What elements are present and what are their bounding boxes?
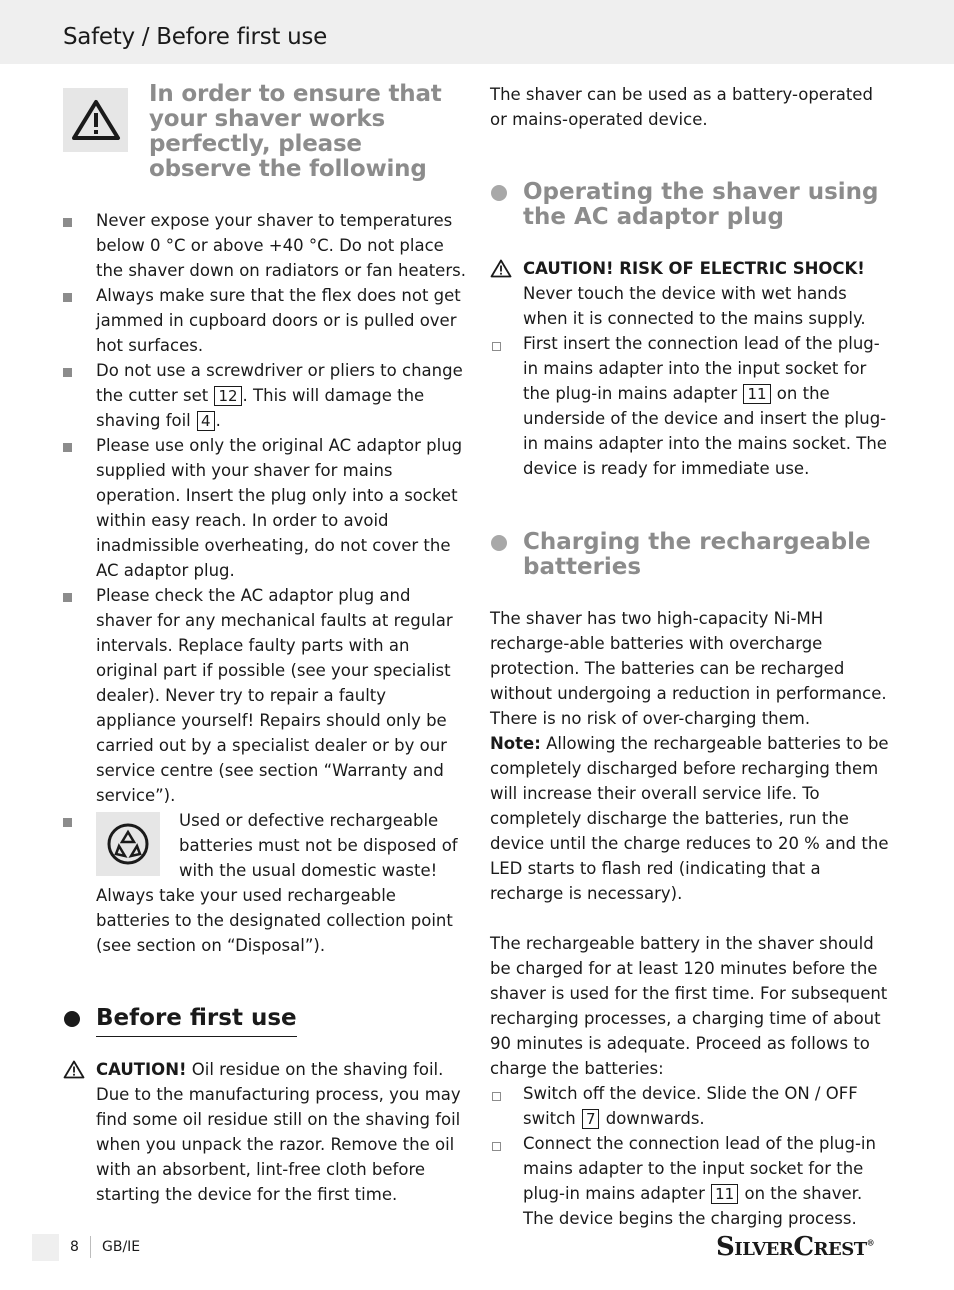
- charging-steps: [490, 1081, 894, 1231]
- safety-list: [63, 208, 468, 958]
- footer-divider: [90, 1236, 91, 1258]
- list-item: Never expose your shaver to temperatures below 0 °C or above +40 °C. Do not place the shaver down on radiators or fan heaters.: [63, 208, 468, 283]
- charging-time-paragraph: The rechargeable battery in the shaver should be charged for at least 120 minutes before the shaver is used for the first time. For subsequent recharging processes, a charging time of about 90 minutes is adequate. Proceed as follows to charge the batteries:: [490, 934, 888, 1078]
- note-label: Note:: [490, 734, 541, 753]
- square-bullet-icon: [63, 368, 72, 377]
- part-ref: 11: [711, 1184, 738, 1204]
- square-bullet-icon: [63, 293, 72, 302]
- left-column: [63, 82, 468, 1207]
- checkbox-bullet-icon: [492, 1092, 501, 1101]
- charging-paragraph: The shaver has two high-capacity Ni-MH recharge-able batteries with overcharge protection. The batteries can be recharged without undergoing a reduction in performance. There is no risk of over-charging them.: [490, 609, 887, 728]
- warning-triangle-icon: [71, 99, 121, 141]
- part-ref: 11: [743, 384, 770, 404]
- before-first-use-heading: Before first use: [63, 1006, 468, 1037]
- warning-icon-box: [63, 88, 128, 152]
- charging-heading: Charging the rechargeable batteries: [490, 530, 894, 580]
- recycle-icon: [106, 822, 150, 866]
- brand-logo: SilverCrest®: [716, 1232, 875, 1262]
- right-column: [490, 82, 894, 1231]
- square-bullet-icon: [63, 443, 72, 452]
- list-item: Used or defective rechargeable batteries must not be disposed of with the usual domestic waste! Always take your used rechargeable batteries to the designated collection point (see section on “Disposal”).: [63, 808, 468, 958]
- footer-marker: [32, 1234, 59, 1261]
- square-bullet-icon: [63, 818, 72, 827]
- checkbox-bullet-icon: [492, 342, 501, 351]
- square-bullet-icon: [63, 593, 72, 602]
- caution-label: CAUTION!: [96, 1060, 187, 1079]
- intro-heading: In order to ensure that your shaver works perfectly, please observe the following: [149, 81, 442, 182]
- list-item: Do not use a screwdriver or pliers to change the cutter set 12 . This will damage the shaving foil 4 .: [63, 358, 468, 433]
- bullet-dot-icon: [64, 1011, 80, 1027]
- shock-caution-block: CAUTION! RISK OF ELECTRIC SHOCK! Never touch the device with wet hands when it is connected to the mains supply.: [490, 256, 894, 331]
- shock-caution-label: CAUTION! RISK OF ELECTRIC SHOCK!: [523, 259, 865, 278]
- bullet-dot-icon: [491, 185, 507, 201]
- list-item: First insert the connection lead of the plug-in mains adapter into the input socket for the plug-in mains adapter 11 on the underside of the device and insert the plug-in mains adapter into the mains socket. The device is ready for immediate use.: [490, 331, 894, 481]
- caution-triangle-icon: [490, 259, 512, 278]
- ac-steps: [490, 331, 894, 481]
- recycle-icon-box: [96, 812, 160, 876]
- list-item: Please check the AC adaptor plug and shaver for any mechanical faults at regular intervals. Replace faulty parts with an original part if possible (see your specialist dealer). Never try to repair a faulty appliance yourself! Repairs should only be carried out by a specialist dealer or by our service centre (see section “Warranty and service”).: [63, 583, 468, 808]
- caution-block: CAUTION! Oil residue on the shaving foil. Due to the manufacturing process, you may find some oil residue still on the shaving foil when you unpack the razor. Remove the oil with an absorbent, lint-free cloth before starting the device for the first time.: [63, 1057, 468, 1207]
- list-item: Always make sure that the flex does not get jammed in cupboard doors or is pulled over hot surfaces.: [63, 283, 468, 358]
- ac-adaptor-heading: Operating the shaver using the AC adaptor plug: [490, 180, 894, 230]
- page-number: 8: [70, 1239, 79, 1255]
- page-title: Safety / Before first use: [63, 24, 327, 50]
- list-item: Switch off the device. Slide the ON / OFF switch 7 downwards.: [490, 1081, 894, 1131]
- part-ref: 12: [214, 386, 241, 406]
- bullet-dot-icon: [491, 535, 507, 551]
- note-paragraph: Note: Allowing the rechargeable batteries to be completely discharged before recharging them will increase their overall service life. To completely discharge the batteries, run the device until the charge reduces to 20 % and the LED starts to flash red (indicating that a recharge is necessary).: [490, 734, 889, 903]
- part-ref: 4: [197, 411, 215, 431]
- language-code: GB/IE: [102, 1239, 141, 1255]
- checkbox-bullet-icon: [492, 1142, 501, 1151]
- part-ref: 7: [582, 1109, 600, 1129]
- list-item: Connect the connection lead of the plug-in mains adapter to the input socket for the plug-in mains adapter 11 on the shaver. The device begins the charging process.: [490, 1131, 894, 1231]
- list-item: Please use only the original AC adaptor plug supplied with your shaver for mains operation. Insert the plug only into a socket within easy reach. In order to avoid inadmissible overheating, do not cover the AC adaptor plug.: [63, 433, 468, 583]
- square-bullet-icon: [63, 218, 72, 227]
- caution-triangle-icon: [63, 1060, 85, 1079]
- intro-paragraph: The shaver can be used as a battery-operated or mains-operated device.: [490, 85, 873, 129]
